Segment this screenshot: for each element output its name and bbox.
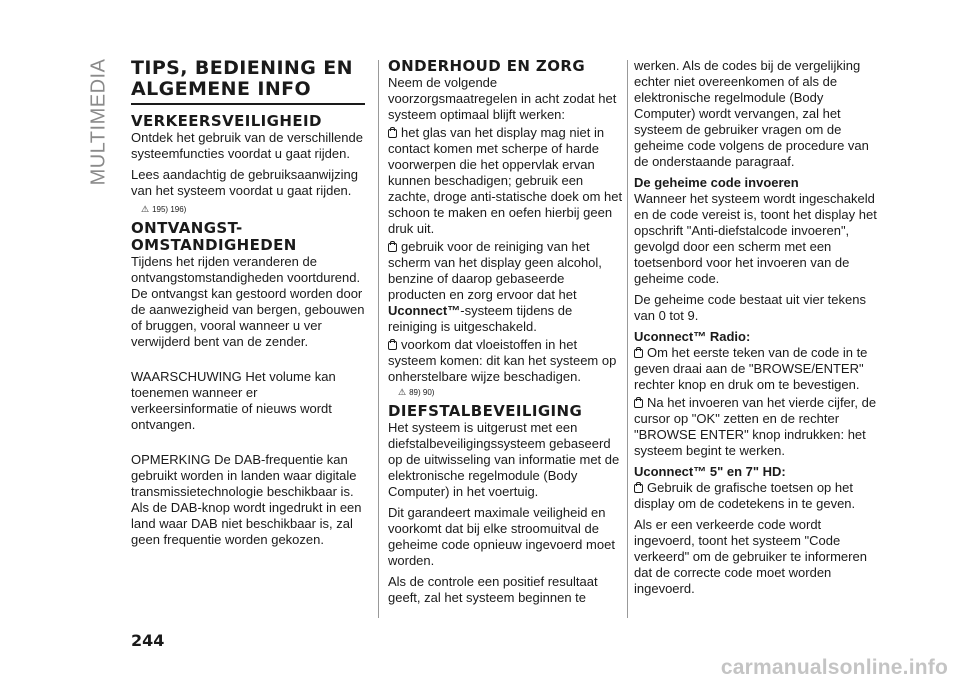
column-3 [634,58,877,602]
paragraph: Het systeem is uitgerust met een diefstalbeveiligingssysteem gebaseerd op de uitwisseling van informatie met de elektronische regelmodule (Body Computer) in het voertuig. [388,420,620,499]
heading-onderhoud-en-zorg: ONDERHOUD EN ZORG [388,57,586,75]
heading-ontvangstomstandigheden: ONTVANGST-OMSTANDIGHEDEN [131,219,297,254]
paragraph: Lees aandachtig de gebruiksaanwijzing van het systeem voordat u gaat rijden. [131,167,358,198]
bullet-item: Gebruik de grafische toetsen op het display om de codetekens in te geven. [634,480,856,511]
page-title: TIPS, BEDIENING EN ALGEMENE INFO [131,58,365,105]
bullet-icon [388,341,397,350]
watermark: carmanualsonline.info [720,656,948,679]
paragraph: Dit garandeert maximale veiligheid en voorkomt dat bij elke stroomuitval de geheime code opnieuw ingevoerd moet worden. [388,505,615,568]
warning-refs: ⚠ 89) 90) [398,387,435,397]
paragraph: Tijdens het rijden veranderen de ontvangstomstandigheden voortdurend. De ontvangst kan gestoord worden door de aanwezigheid van bergen, gebouwen of bruggen, vooral wanneer u ver verwijderd bent van de zender. [131,254,365,349]
bullet-item: het glas van het display mag niet in contact komen met scherpe of harde voorwerpen die het oppervlak ervan kunnen beschadigen; gebruik een zachte, droge anti-statische doek om het schoon te maken en oefen hierbij geen druk uit. [388,125,623,236]
bullet-item: Na het invoeren van het vierde cijfer, de cursor op "OK" zetten en de rechter "BROWSE ENTER" knop indrukken: het systeem begint te werken. [634,395,877,458]
column-1 [131,58,365,553]
bullet-item: gebruik voor de reiniging van het scherm van het display geen alcohol, benzine of daarop gebaseerde producten en zorg ervoor dat het Uconnect™-systeem tijdens de reiniging is uitgeschakeld. [388,239,602,334]
bullet-item: Om het eerste teken van de code in te geven draai aan de "BROWSE/ENTER" rechter knop en druk om te bevestigen. [634,345,868,392]
column-divider [378,60,379,618]
subheading-geheime-code: De geheime code invoeren [634,175,799,190]
bullet-icon [388,129,397,138]
heading-verkeersveiligheid: VERKEERSVEILIGHEID [131,112,322,130]
bullet-item: voorkom dat vloeistoffen in het systeem komen: dit kan het systeem op onherstelbare wijze beschadigen. [388,337,617,384]
bullet-icon [634,484,643,493]
column-divider [627,60,628,618]
column-2 [388,58,624,611]
bullet-icon [634,399,643,408]
paragraph: Ontdek het gebruik van de verschillende systeemfuncties voordat u gaat rijden. [131,130,363,161]
warning-note: WAARSCHUWING Het volume kan toenemen wanneer er verkeersinformatie of nieuws wordt ontvangen. [131,369,336,432]
page-number: 244 [131,631,165,650]
bullet-icon [388,243,397,252]
paragraph: Als de controle een positief resultaat geeft, zal het systeem beginnen te [388,574,598,605]
subheading-uconnect-radio: Uconnect™ Radio: [634,329,751,344]
bullet-icon [634,349,643,358]
warning-refs: ⚠ 195) 196) [141,204,187,214]
subheading-uconnect-hd: Uconnect™ 5" en 7" HD: [634,464,786,479]
paragraph: Wanneer het systeem wordt ingeschakeld en de code vereist is, toont het display het opschrift "Anti-diefstalcode invoeren", gevolgd door een scherm met een toetsenbord voor het invoeren van de geheime code. [634,191,877,286]
paragraph: Als er een verkeerde code wordt ingevoerd, toont het systeem "Code verkeerd" om de gebruiker te informeren dat de correcte code moet worden ingevoerd. [634,517,867,596]
section-side-label: MULTIMEDIA [87,58,110,186]
paragraph: werken. Als de codes bij de vergelijking echter niet overeenkomen of als de elektronische regelmodule (Body Computer) wordt vervangen, zal het systeem de gebruiker vragen om de geheime code volgens de procedure van de onderstaande paragraaf. [634,58,869,169]
paragraph: Neem de volgende voorzorgsmaatregelen in acht zodat het systeem optimaal blijft werken: [388,75,617,122]
paragraph: De geheime code bestaat uit vier tekens van 0 tot 9. [634,292,866,323]
warning-triangle-icon: ⚠ [398,387,407,397]
heading-diefstalbeveiliging: DIEFSTALBEVEILIGING [388,402,583,420]
remark-note: OPMERKING De DAB-frequentie kan gebruikt worden in landen waar digitale transmissietechnologie beschikbaar is. Als de DAB-knop wordt ingedrukt in een land waar DAB niet beschikbaar is, zal geen frequentie worden gekozen. [131,452,362,547]
warning-triangle-icon: ⚠ [141,204,150,214]
